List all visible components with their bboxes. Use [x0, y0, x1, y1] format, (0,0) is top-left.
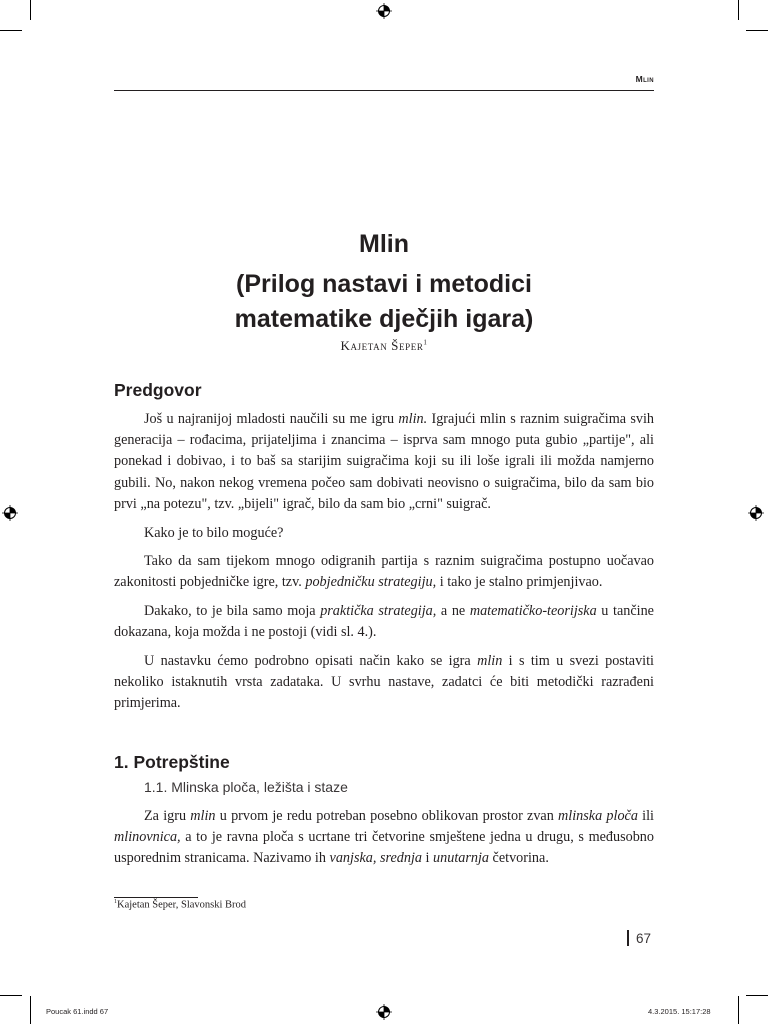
author-footnote-marker: 1	[423, 338, 428, 347]
author	[114, 338, 654, 354]
article-title: Mlin	[359, 230, 409, 258]
crop-mark-icon	[30, 0, 31, 20]
predgovor-body	[114, 409, 654, 722]
slug-file: Poucak 61.indd 67	[46, 1007, 109, 1016]
registration-mark-icon	[376, 1004, 392, 1020]
footnote-marker: 1	[114, 899, 117, 905]
paragraph: Još u najranijoj mladosti naučili su me igru mlin. Igrajući mlin s raznim suigračima svih generacija – rođacima, prijateljima i znancima – isprva sam mnogo puta gubio „partije", ali ponekad i dobivao, i to baš sa starijim suigračima koji su ili loše igrali ili možda namjerno gubili. No, nakon nekog vremena počeo sam dobivati neovisno o suigračima, bilo da sam bio prvi „na potezu", tzv. „bijeli" igrač, bilo da sam bio „crni" suigrač.	[114, 411, 654, 512]
crop-mark-icon	[746, 30, 768, 31]
running-head-text: Mlin	[635, 74, 654, 84]
paragraph: Tako da sam tijekom mnogo odigranih partija s raznim suigračima postupno uočavao zakonitosti pobjedničke igre, tzv. pobjedničku strategiju, i tako je stalno primjenjivao.	[114, 553, 654, 591]
paragraph: Dakako, to je bila samo moja praktička strategija, a ne matematičko-teorijska u tančine dokazana, koja možda i ne postoji (vidi sl. 4.).	[114, 603, 654, 641]
section-heading-predgovor: Predgovor	[114, 380, 202, 400]
paragraph: Za igru mlin u prvom je redu potreban posebno oblikovan prostor zvan mlinska ploča ili mlinovnica, a to je ravna ploča s ucrtane tri četvorine smještene jedna u drugu, s međusobno usporednim stranicama. Nazivamo ih vanjska, srednja i unutarnja četvorina.	[114, 808, 654, 867]
crop-mark-icon	[0, 30, 22, 31]
paragraph: Kako je to bilo moguće?	[144, 524, 284, 541]
article-subtitle-line2: matematike dječjih igara)	[234, 305, 534, 333]
page-number: 67	[636, 931, 652, 946]
footnote-text: Kajetan Šeper, Slavonski Brod	[117, 899, 247, 911]
crop-mark-icon	[738, 996, 739, 1024]
running-head	[114, 74, 654, 91]
registration-mark-icon	[748, 505, 764, 521]
registration-mark-icon	[376, 3, 392, 19]
crop-mark-icon	[30, 996, 31, 1024]
crop-mark-icon	[0, 995, 22, 996]
article-subtitle-line1: (Prilog nastavi i metodici	[236, 270, 532, 298]
title-block	[114, 226, 654, 354]
page-number-bar	[627, 930, 629, 946]
paragraph: U nastavku ćemo podrobno opisati način kako se igra mlin i s tim u svezi postaviti nekoliko istaknutih vrsta zadataka. U svrhu nastave, zadatci će biti metodički razrađeni primjerima.	[114, 653, 654, 712]
author-name: Kajetan Šeper	[340, 338, 424, 353]
crop-mark-icon	[738, 0, 739, 20]
slug-date: 4.3.2015. 15:17:28	[648, 1007, 711, 1016]
section-heading-potrepstine: 1. Potrepštine	[114, 752, 230, 772]
footnote-rule	[114, 897, 198, 898]
registration-mark-icon	[2, 505, 18, 521]
section1-body	[114, 806, 654, 877]
subsection-heading: 1.1. Mlinska ploča, ležišta i staze	[144, 779, 348, 795]
crop-mark-icon	[746, 995, 768, 996]
footnote	[114, 899, 246, 911]
